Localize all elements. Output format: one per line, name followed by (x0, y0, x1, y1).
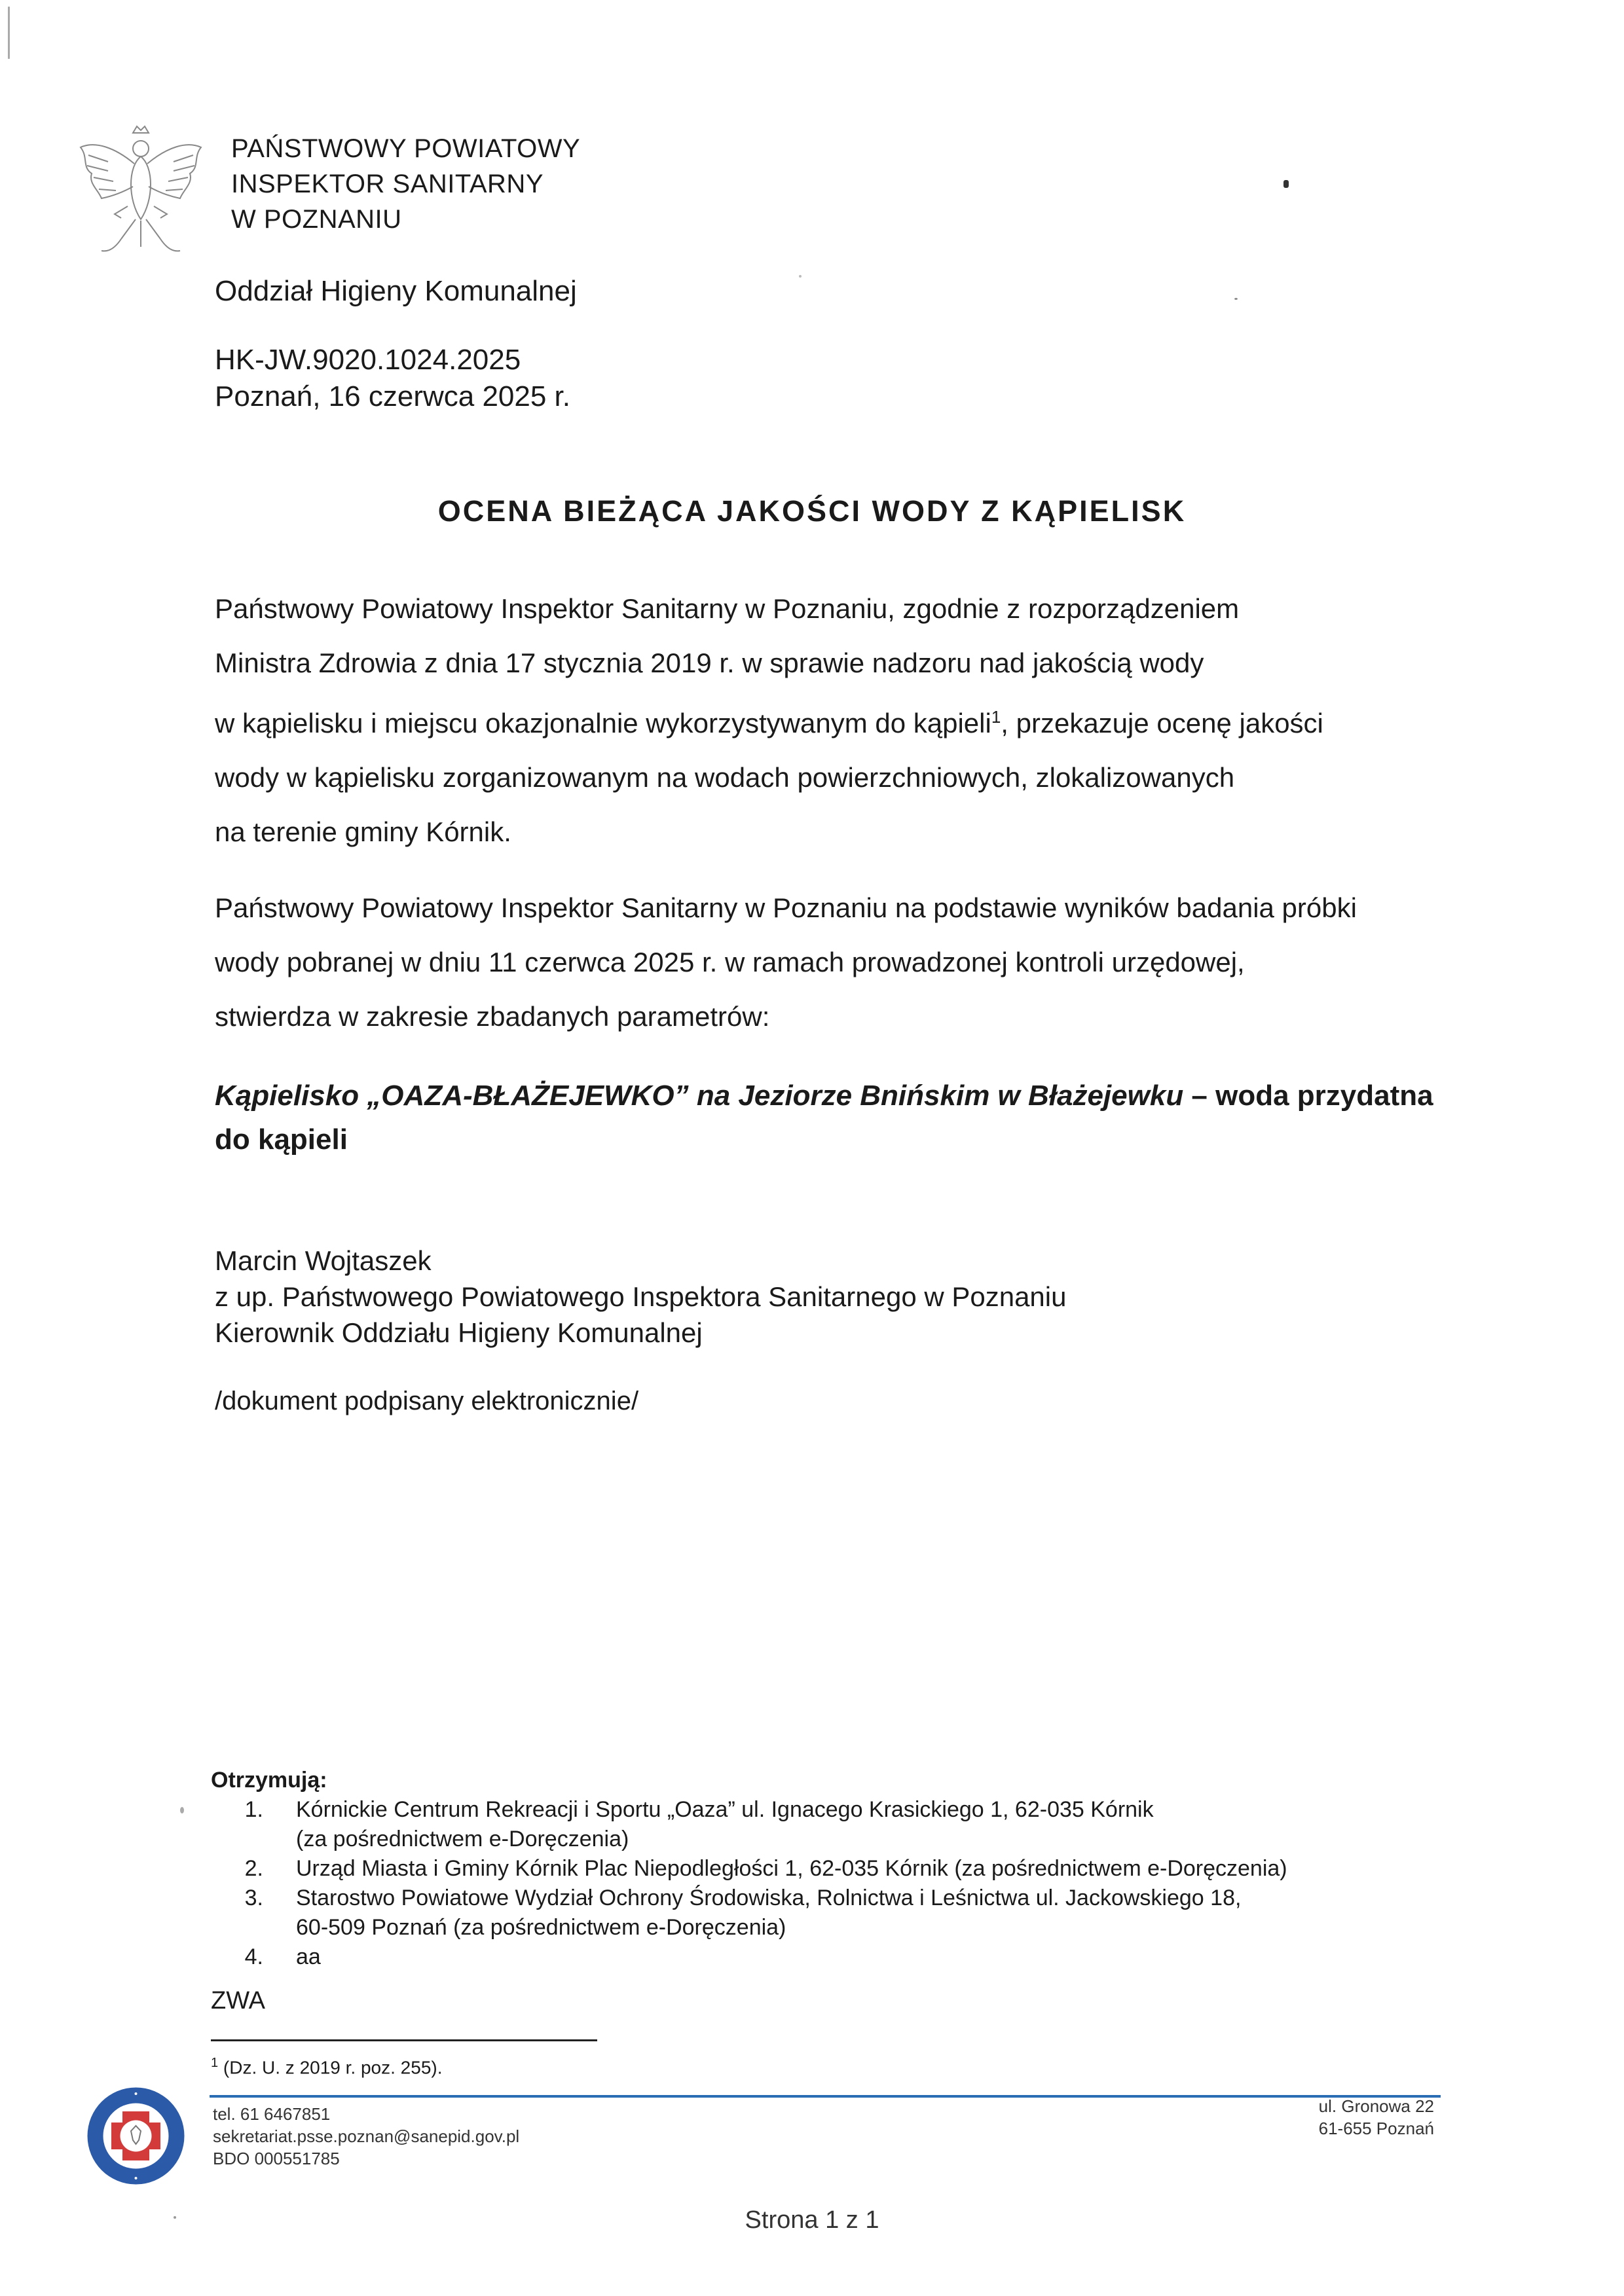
department-name: Oddział Higieny Komunalnej (215, 275, 577, 307)
paragraph-line: Państwowy Powiatowy Inspektor Sanitarny w Poznaniu na podstawie wyników badania próbki (215, 892, 1357, 923)
signer-authority: z up. Państwowego Powiatowego Inspektora Sanitarnego w Poznaniu (215, 1281, 1067, 1312)
footer-email: sekretariat.psse.poznan@sanepid.gov.pl (213, 2126, 520, 2146)
item-text: aa (296, 1944, 321, 1969)
eagle-emblem-icon (75, 121, 206, 262)
scan-speck (799, 275, 802, 278)
list-item (211, 1884, 1287, 1913)
footnote-number: 1 (211, 2056, 219, 2070)
document-title: OCENA BIEŻĄCA JAKOŚCI WODY Z KĄPIELISK (437, 494, 1187, 528)
footer-address-line: 61-655 Poznań (1318, 2119, 1434, 2138)
recipients-list (211, 1795, 1287, 1972)
item-text: Starostwo Powiatowe Wydział Ochrony Środowiska, Rolnictwa i Leśnictwa ul. Jackowskiego 18, (296, 1886, 1242, 1910)
scan-speck (180, 1807, 184, 1813)
footnote-divider (211, 2039, 597, 2041)
footnote (211, 2056, 443, 2078)
institution-line-2: INSPEKTOR SANITARNY (231, 170, 544, 198)
footer-contact (213, 2103, 519, 2170)
reference-number: HK-JW.9020.1024.2025 (215, 344, 521, 376)
paragraph-line: wody w kąpielisku zorganizowanym na wodach powierzchniowych, zlokalizowanych (215, 762, 1235, 793)
paragraph-line: Państwowy Powiatowy Inspektor Sanitarny w Poznaniu, zgodnie z rozporządzeniem (215, 593, 1240, 624)
item-text-continued: (za pośrednictwem e-Doręczenia) (296, 1827, 629, 1851)
signer-name: Marcin Wojtaszek (215, 1245, 432, 1276)
footnote-text: (Dz. U. z 2019 r. poz. 255). (218, 2057, 443, 2078)
footer-bdo: BDO 000551785 (213, 2149, 340, 2168)
item-text: Urząd Miasta i Gminy Kórnik Plac Niepodległości 1, 62-035 Kórnik (za pośrednictwem e-Doręczenia) (296, 1856, 1287, 1881)
signer-position: Kierownik Oddziału Higieny Komunalnej (215, 1317, 703, 1348)
item-number: 1. (244, 1797, 263, 1822)
assessment-result (215, 1074, 1433, 1161)
scan-speck (1234, 298, 1238, 300)
item-number: 2. (244, 1856, 263, 1881)
paragraph-findings (215, 881, 1357, 1044)
item-text: Kórnickie Centrum Rekreacji i Sportu „Oaza” ul. Ignacego Krasickiego 1, 62-035 Kórnik (296, 1797, 1154, 1822)
bathing-site-name: Kąpielisko „OAZA-BŁAŻEJEWKO” na Jeziorze Bnińskim w Błażejewku (215, 1080, 1184, 1112)
paragraph-text: , przekazuje ocenę jakości (1001, 708, 1323, 738)
signature-block (215, 1243, 1066, 1351)
scan-speck (8, 7, 10, 59)
sanitary-inspection-logo-icon (85, 2085, 187, 2187)
paragraph-intro (215, 581, 1323, 859)
item-number: 4. (244, 1944, 263, 1969)
institution-name (231, 131, 580, 237)
institution-line-1: PAŃSTWOWY POWIATOWY (231, 134, 581, 163)
verdict-text: woda przydatna (1215, 1080, 1433, 1112)
footer-address (1244, 2095, 1434, 2140)
institution-line-3: W POZNANIU (231, 205, 402, 234)
scan-speck (1283, 180, 1289, 188)
paragraph-line: Ministra Zdrowia z dnia 17 stycznia 2019 r. w sprawie nadzoru nad jakością wody (215, 647, 1204, 678)
list-item (211, 1942, 1287, 1972)
list-item (211, 1795, 1287, 1825)
item-number: 3. (244, 1886, 263, 1910)
place-date: Poznań, 16 czerwca 2025 r. (215, 380, 570, 412)
zwa-label: ZWA (211, 1987, 266, 2014)
scan-speck (174, 2216, 176, 2219)
list-item (211, 1854, 1287, 1884)
reference-block (215, 342, 570, 415)
recipients-heading: Otrzymują: (211, 1768, 327, 1793)
paragraph-text: w kąpielisku i miejscu okazjonalnie wykorzystywanym do kąpieli (215, 708, 991, 738)
paragraph-line: wody pobranej w dniu 11 czerwca 2025 r. w ramach prowadzonej kontroli urzędowej, (215, 947, 1245, 977)
footer-phone: tel. 61 6467851 (213, 2104, 331, 2124)
paragraph-line: stwierdza w zakresie zbadanych parametrów: (215, 1001, 770, 1032)
paragraph-line (215, 690, 1323, 750)
signed-note: /dokument podpisany elektronicznie/ (215, 1387, 639, 1415)
verdict-text: do kąpieli (215, 1123, 348, 1156)
result-dash: – (1183, 1080, 1216, 1112)
page-number: Strona 1 z 1 (745, 2206, 879, 2234)
paragraph-line: na terenie gminy Kórnik. (215, 816, 511, 847)
footnote-ref: 1 (991, 707, 1001, 727)
item-text-continued: 60-509 Poznań (za pośrednictwem e-Doręczenia) (296, 1915, 786, 1940)
footer-address-line: ul. Gronowa 22 (1318, 2096, 1434, 2116)
